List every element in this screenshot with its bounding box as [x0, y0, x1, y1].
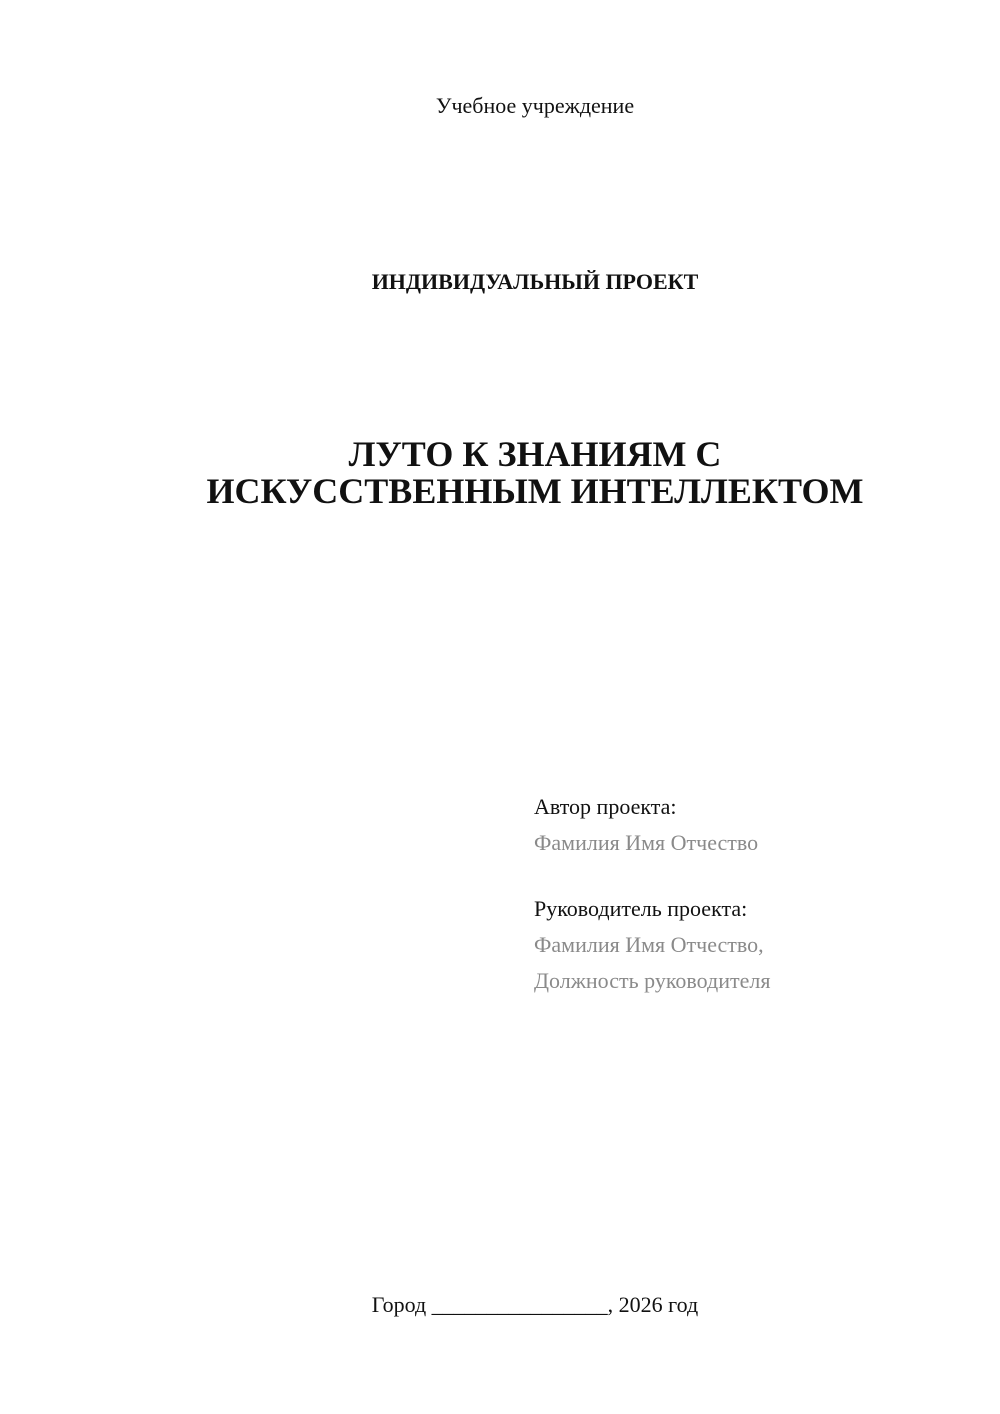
- spacer: [534, 861, 974, 891]
- author-label: Автор проекта:: [534, 794, 677, 819]
- author-name: Фамилия Имя Отчество: [534, 830, 759, 855]
- supervisor-position: Должность руководителя: [534, 968, 771, 993]
- project-title-line-1: ЛУТО К ЗНАНИЯМ С: [348, 434, 722, 474]
- document-type: ИНДИВИДУАЛЬНЫЙ ПРОЕКТ: [371, 269, 699, 294]
- project-title: [0, 436, 1000, 510]
- city-year-line: Город ________________, 2026 год: [371, 1292, 699, 1317]
- project-title-line-2: ИСКУССТВЕННЫМ ИНТЕЛЛЕКТОМ: [206, 471, 864, 511]
- supervisor-name: Фамилия Имя Отчество,: [534, 932, 764, 957]
- supervisor-label: Руководитель проекта:: [534, 896, 748, 921]
- project-people: [534, 789, 974, 999]
- institution-name: Учебное учреждение: [435, 93, 635, 118]
